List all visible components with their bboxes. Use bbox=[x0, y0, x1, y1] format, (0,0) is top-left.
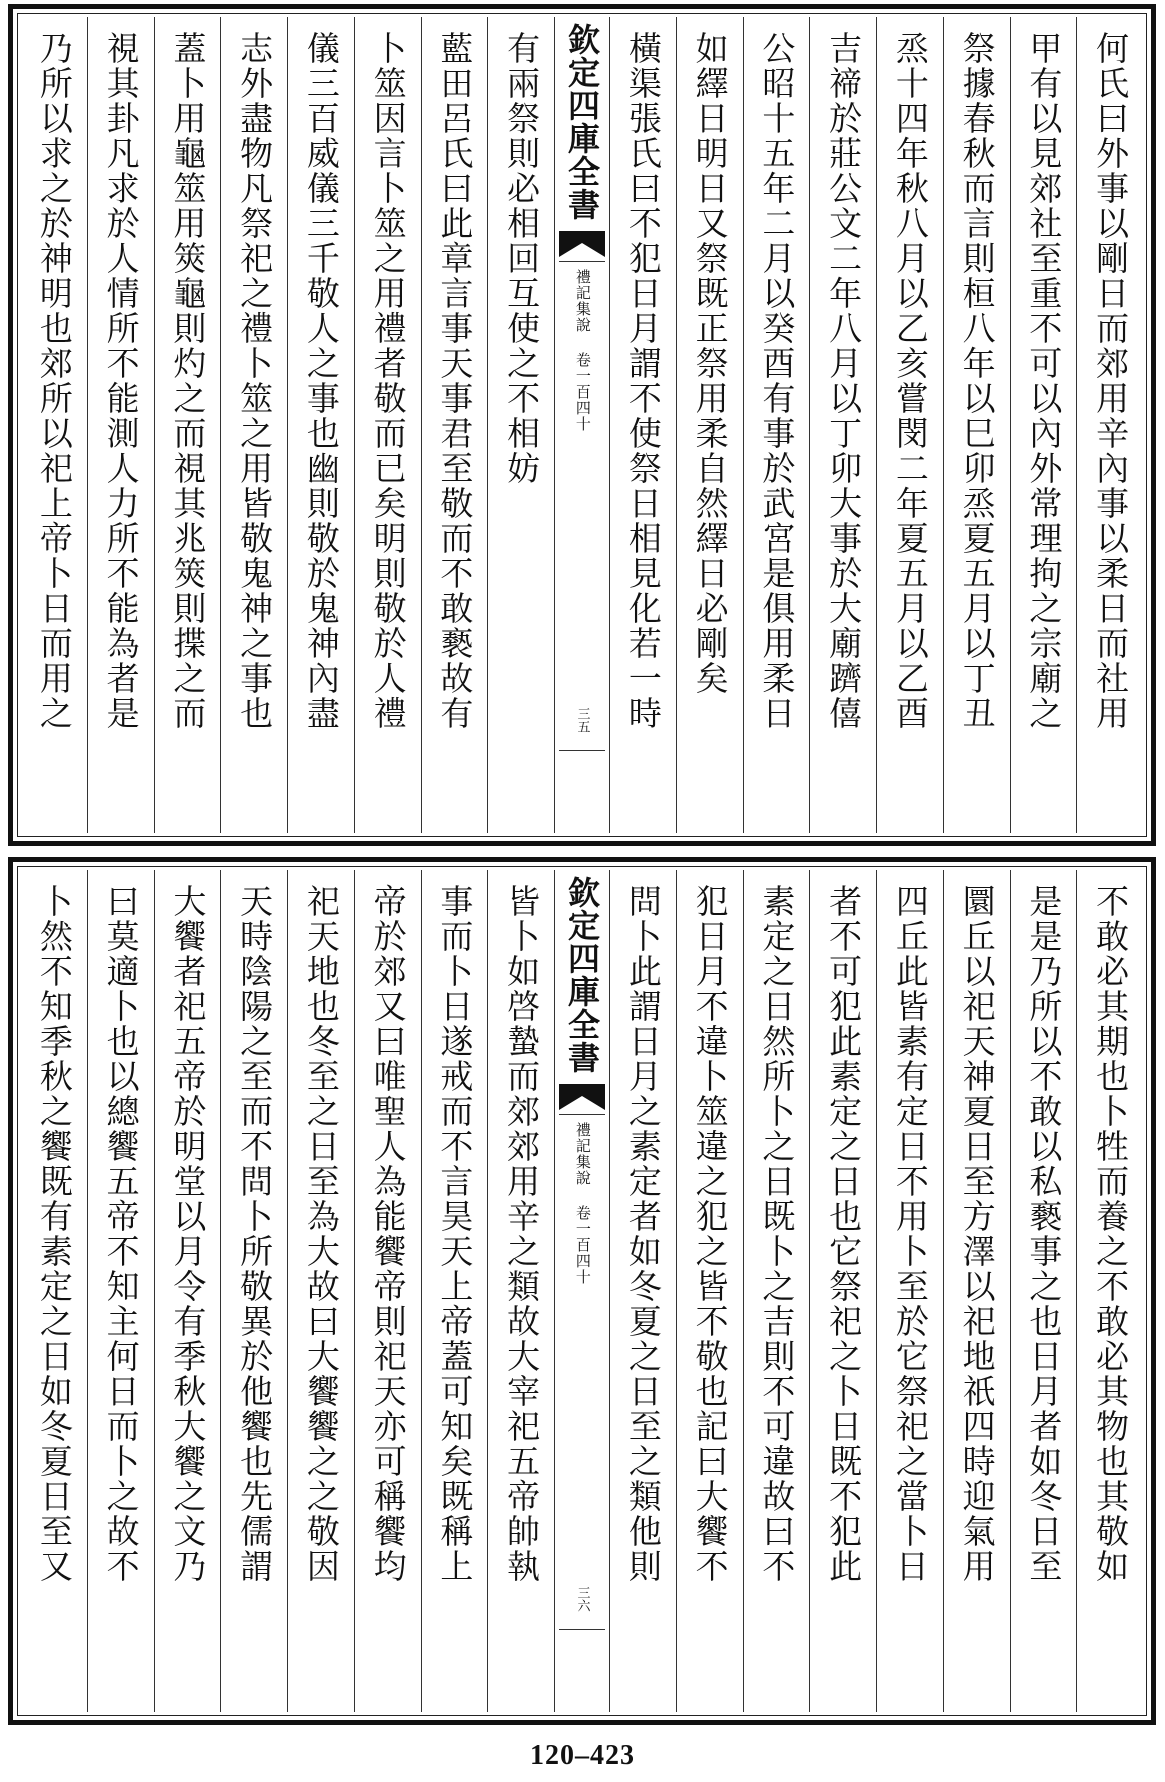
text-column: 皆卜如啓蟄而郊郊用辛之類故大宰祀五帝帥執 bbox=[487, 870, 554, 1712]
folio-number: 三六 bbox=[574, 1586, 590, 1612]
text-column: 有兩祭則必相回互使之不相妨 bbox=[487, 17, 554, 833]
fish-tail-mark-icon bbox=[555, 1080, 609, 1114]
text-columns-bottom bbox=[21, 870, 1143, 1712]
text-column: 天時陰陽之至而不問卜所敬異於他饗也先儒謂 bbox=[220, 870, 287, 1712]
page-number: 120–423 bbox=[530, 1740, 635, 1771]
text-columns-top bbox=[21, 17, 1143, 833]
text-column: 犯日月不違卜筮違之犯之皆不敬也記曰大饗不 bbox=[676, 870, 743, 1712]
page-panel-top bbox=[8, 4, 1156, 846]
center-fold-strip bbox=[554, 870, 609, 1712]
text-column: 者不可犯此素定之日也它祭祀之卜日既不犯此 bbox=[809, 870, 876, 1712]
center-rule bbox=[559, 1629, 605, 1630]
center-fold-strip bbox=[554, 17, 609, 833]
text-column: 卜然不知季秋之饗既有素定之日如冬夏日至又 bbox=[34, 884, 74, 1584]
center-rule bbox=[559, 261, 605, 262]
text-column: 四丘此皆素有定日不用卜至於它祭祀之當卜日 bbox=[876, 870, 943, 1712]
chapter-label: 禮記集說 卷一百四十 bbox=[573, 269, 592, 432]
text-column: 卜筮因言卜筮之用禮者敬而已矣明則敬於人禮 bbox=[354, 17, 421, 833]
text-column: 乃所以求之於神明也郊所以祀上帝卜日而用之 bbox=[34, 31, 74, 731]
fish-tail-mark-icon bbox=[555, 227, 609, 261]
text-column: 是是乃所以不敢以私褻事之也日月者如冬日至 bbox=[1010, 870, 1077, 1712]
text-column: 蓋卜用龜筮用筴龜則灼之而視其兆筴則揲之而 bbox=[154, 17, 221, 833]
text-column: 祀天地也冬至之日至為大故曰大饗饗之之敬因 bbox=[287, 870, 354, 1712]
text-column: 曰莫適卜也以總饗五帝不知主何日而卜之故不 bbox=[87, 870, 154, 1712]
text-column: 儀三百威儀三千敬人之事也幽則敬於鬼神內盡 bbox=[287, 17, 354, 833]
text-column: 甲有以見郊社至重不可以內外常理拘之宗廟之 bbox=[1010, 17, 1077, 833]
text-column: 問卜此謂日月之素定者如冬夏之日至之類他則 bbox=[609, 870, 676, 1712]
text-column: 事而卜日遂戒而不言昊天上帝蓋可知矣既稱上 bbox=[421, 870, 488, 1712]
book-title: 欽定四庫全書 bbox=[563, 876, 601, 1074]
text-column: 不敢必其期也卜牲而養之不敢必其物也其敬如 bbox=[1076, 870, 1143, 1712]
book-title: 欽定四庫全書 bbox=[563, 23, 601, 221]
text-column: 視其卦凡求於人情所不能測人力所不能為者是 bbox=[87, 17, 154, 833]
text-column: 公昭十五年二月以癸酉有事於武宮是俱用柔日 bbox=[743, 17, 810, 833]
text-column: 圜丘以祀天神夏日至方澤以祀地祇四時迎氣用 bbox=[943, 870, 1010, 1712]
text-column: 何氏曰外事以剛日而郊用辛內事以柔日而社用 bbox=[1076, 17, 1143, 833]
text-column: 帝於郊又曰唯聖人為能饗帝則祀天亦可稱饗均 bbox=[354, 870, 421, 1712]
text-column: 烝十四年秋八月以乙亥嘗閔二年夏五月以乙酉 bbox=[876, 17, 943, 833]
chapter-label: 禮記集說 卷一百四十 bbox=[573, 1122, 592, 1285]
text-column: 素定之日然所卜之日既卜之吉則不可違故曰不 bbox=[743, 870, 810, 1712]
text-column: 祭據春秋而言則桓八年以巳卯烝夏五月以丁丑 bbox=[943, 17, 1010, 833]
page-panel-bottom bbox=[8, 857, 1156, 1725]
text-column: 吉禘於莊公文二年八月以丁卯大事於大廟躋僖 bbox=[809, 17, 876, 833]
center-rule bbox=[559, 750, 605, 751]
text-column: 橫渠張氏曰不犯日月謂不使祭日相見化若一時 bbox=[609, 17, 676, 833]
text-column: 藍田呂氏曰此章言事天事君至敬而不敢褻故有 bbox=[421, 17, 488, 833]
text-column: 如繹日明日又祭既正祭用柔自然繹日必剛矣 bbox=[676, 17, 743, 833]
text-column: 志外盡物凡祭祀之禮卜筮之用皆敬鬼神之事也 bbox=[220, 17, 287, 833]
text-column: 大饗者祀五帝於明堂以月令有季秋大饗之文乃 bbox=[154, 870, 221, 1712]
center-rule bbox=[559, 1114, 605, 1115]
folio-number: 三五 bbox=[574, 707, 590, 733]
